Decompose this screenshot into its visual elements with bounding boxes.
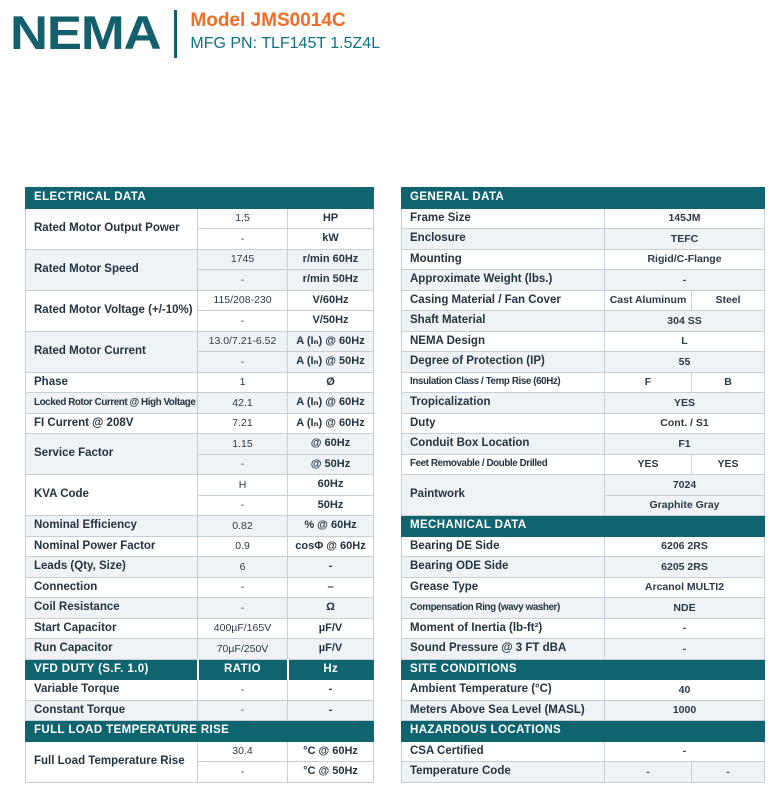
table-row bbox=[402, 454, 765, 475]
value-cell: F1 bbox=[605, 434, 765, 455]
brand-header bbox=[10, 8, 380, 58]
value-cell: - bbox=[198, 352, 288, 373]
unit-cell: µF/V bbox=[288, 618, 374, 639]
section-title: GENERAL DATA bbox=[402, 188, 765, 209]
value-cell: - bbox=[198, 598, 288, 619]
table-row bbox=[402, 639, 765, 660]
value-cell: 400µF/165V bbox=[198, 618, 288, 639]
value-cell: - bbox=[605, 639, 765, 660]
value-cell: H bbox=[198, 475, 288, 496]
unit-cell: A (Iₙ) @ 60Hz bbox=[288, 413, 374, 434]
table-row bbox=[402, 413, 765, 434]
row-label: Moment of Inertia (lb-ft²) bbox=[402, 618, 605, 639]
row-label: NEMA Design bbox=[402, 331, 605, 352]
row-label: Nominal Power Factor bbox=[26, 536, 198, 557]
row-label: Full Load Temperature Rise bbox=[26, 741, 198, 782]
section-header-row bbox=[402, 721, 765, 742]
table-row bbox=[26, 557, 374, 578]
table-row bbox=[26, 372, 374, 393]
value-cell: - bbox=[198, 229, 288, 250]
unit-cell: V/50Hz bbox=[288, 311, 374, 332]
row-label: Frame Size bbox=[402, 208, 605, 229]
value-cell: Arcanol MULTI2 bbox=[605, 577, 765, 598]
section-title: VFD DUTY (S.F. 1.0) bbox=[26, 659, 198, 680]
row-label: Rated Motor Speed bbox=[26, 249, 198, 290]
unit-cell: 60Hz bbox=[288, 475, 374, 496]
row-label: Constant Torque bbox=[26, 700, 198, 721]
value-cell: - bbox=[198, 270, 288, 291]
row-label: Feet Removable / Double Drilled bbox=[402, 454, 605, 475]
value-cell: - bbox=[198, 495, 288, 516]
table-row bbox=[26, 413, 374, 434]
value-cell: 55 bbox=[605, 352, 765, 373]
row-label: Grease Type bbox=[402, 577, 605, 598]
value-cell: 145JM bbox=[605, 208, 765, 229]
row-label: Duty bbox=[402, 413, 605, 434]
unit-cell: r/min 50Hz bbox=[288, 270, 374, 291]
unit-cell: A (Iₙ) @ 50Hz bbox=[288, 352, 374, 373]
table-row bbox=[402, 270, 765, 291]
row-label: Rated Motor Current bbox=[26, 331, 198, 372]
table-row bbox=[26, 249, 374, 270]
table-row bbox=[402, 311, 765, 332]
value-cell: 7.21 bbox=[198, 413, 288, 434]
table-row bbox=[402, 290, 765, 311]
value-cell: - bbox=[605, 270, 765, 291]
value-cell: 13.0/7.21-6.52 bbox=[198, 331, 288, 352]
unit-cell: kW bbox=[288, 229, 374, 250]
unit-cell: – bbox=[288, 577, 374, 598]
row-label: CSA Certified bbox=[402, 741, 605, 762]
brand-divider bbox=[174, 10, 177, 58]
unit-cell: - bbox=[288, 700, 374, 721]
table-row bbox=[402, 557, 765, 578]
value-cell: 1 bbox=[198, 372, 288, 393]
row-label: Paintwork bbox=[402, 475, 605, 516]
value-cell: 42.1 bbox=[198, 393, 288, 414]
table-row bbox=[26, 516, 374, 537]
row-label: Variable Torque bbox=[26, 680, 198, 701]
table-row bbox=[402, 475, 765, 496]
value-cell: 1745 bbox=[198, 249, 288, 270]
row-label: Run Capacitor bbox=[26, 639, 198, 660]
table-row bbox=[402, 762, 765, 783]
unit-cell: @ 50Hz bbox=[288, 454, 374, 475]
unit-cell: @ 60Hz bbox=[288, 434, 374, 455]
table-row bbox=[402, 393, 765, 414]
table-row bbox=[26, 208, 374, 229]
section-header-row bbox=[26, 188, 374, 209]
section-header-row bbox=[402, 516, 765, 537]
section-column-header: RATIO bbox=[198, 659, 288, 680]
table-row bbox=[402, 331, 765, 352]
value-cell: 115/208-230 bbox=[198, 290, 288, 311]
section-header-row bbox=[402, 188, 765, 209]
value-cell: Cont. / S1 bbox=[605, 413, 765, 434]
table-row bbox=[26, 475, 374, 496]
unit-cell: r/min 60Hz bbox=[288, 249, 374, 270]
table-row bbox=[402, 577, 765, 598]
value-cell: - bbox=[198, 311, 288, 332]
spec-tables bbox=[25, 187, 765, 783]
unit-cell: A (Iₙ) @ 60Hz bbox=[288, 393, 374, 414]
row-label: FI Current @ 208V bbox=[26, 413, 198, 434]
table-row bbox=[402, 249, 765, 270]
table-row bbox=[26, 331, 374, 352]
value-cell: Steel bbox=[692, 290, 765, 311]
section-header-row bbox=[402, 659, 765, 680]
mfg-part-number: MFG PN: TLF145T 1.5Z4L bbox=[190, 35, 381, 52]
value-cell: - bbox=[198, 762, 288, 783]
row-label: Compensation Ring (wavy washer) bbox=[402, 598, 605, 619]
value-cell: 0.9 bbox=[198, 536, 288, 557]
row-label: Casing Material / Fan Cover bbox=[402, 290, 605, 311]
brand-text bbox=[190, 8, 380, 58]
unit-cell: V/60Hz bbox=[288, 290, 374, 311]
row-label: Nominal Efficiency bbox=[26, 516, 198, 537]
row-label: Conduit Box Location bbox=[402, 434, 605, 455]
value-cell: Cast Aluminum bbox=[605, 290, 692, 311]
value-cell: 0.82 bbox=[198, 516, 288, 537]
table-row bbox=[402, 352, 765, 373]
unit-cell: A (Iₙ) @ 60Hz bbox=[288, 331, 374, 352]
value-cell: - bbox=[198, 577, 288, 598]
value-cell: - bbox=[605, 618, 765, 639]
row-label: Coil Resistance bbox=[26, 598, 198, 619]
row-label: Rated Motor Output Power bbox=[26, 208, 198, 249]
value-cell: Graphite Gray bbox=[605, 495, 765, 516]
value-cell: 30.4 bbox=[198, 741, 288, 762]
row-label: Mounting bbox=[402, 249, 605, 270]
row-label: Leads (Qty, Size) bbox=[26, 557, 198, 578]
value-cell: 1000 bbox=[605, 700, 765, 721]
row-label: Rated Motor Voltage (+/-10%) bbox=[26, 290, 198, 331]
table-row bbox=[402, 372, 765, 393]
value-cell: NDE bbox=[605, 598, 765, 619]
value-cell: 1.5 bbox=[198, 208, 288, 229]
table-row bbox=[26, 680, 374, 701]
table-row bbox=[26, 598, 374, 619]
table-row bbox=[26, 290, 374, 311]
unit-cell: - bbox=[288, 557, 374, 578]
unit-cell: °C @ 50Hz bbox=[288, 762, 374, 783]
table-row bbox=[402, 536, 765, 557]
row-label: Service Factor bbox=[26, 434, 198, 475]
row-label: KVA Code bbox=[26, 475, 198, 516]
row-label: Locked Rotor Current @ High Voltage bbox=[26, 393, 198, 414]
row-label: Connection bbox=[26, 577, 198, 598]
row-label: Phase bbox=[26, 372, 198, 393]
value-cell: - bbox=[605, 741, 765, 762]
table-row bbox=[26, 618, 374, 639]
unit-cell: 50Hz bbox=[288, 495, 374, 516]
section-header-row bbox=[26, 659, 374, 680]
row-label: Bearing ODE Side bbox=[402, 557, 605, 578]
value-cell: YES bbox=[605, 393, 765, 414]
row-label: Shaft Material bbox=[402, 311, 605, 332]
value-cell: L bbox=[605, 331, 765, 352]
general-data-table bbox=[401, 187, 765, 783]
value-cell: 6 bbox=[198, 557, 288, 578]
row-label: Temperature Code bbox=[402, 762, 605, 783]
section-column-header: Hz bbox=[288, 659, 374, 680]
section-header-row bbox=[26, 721, 374, 742]
value-cell: TEFC bbox=[605, 229, 765, 250]
table-row bbox=[402, 741, 765, 762]
value-cell: YES bbox=[605, 454, 692, 475]
unit-cell: µF/V bbox=[288, 639, 374, 660]
row-label: Degree of Protection (IP) bbox=[402, 352, 605, 373]
unit-cell: °C @ 60Hz bbox=[288, 741, 374, 762]
table-row bbox=[402, 434, 765, 455]
row-label: Insulation Class / Temp Rise (60Hz) bbox=[402, 372, 605, 393]
value-cell: Rigid/C-Flange bbox=[605, 249, 765, 270]
value-cell: 6206 2RS bbox=[605, 536, 765, 557]
value-cell: 6205 2RS bbox=[605, 557, 765, 578]
table-row bbox=[402, 618, 765, 639]
table-row bbox=[26, 393, 374, 414]
table-row bbox=[26, 741, 374, 762]
value-cell: 1.15 bbox=[198, 434, 288, 455]
table-row bbox=[26, 639, 374, 660]
unit-cell: Ω bbox=[288, 598, 374, 619]
section-title: HAZARDOUS LOCATIONS bbox=[402, 721, 765, 742]
value-cell: - bbox=[198, 680, 288, 701]
electrical-data-table bbox=[25, 187, 374, 783]
value-cell: 40 bbox=[605, 680, 765, 701]
value-cell: YES bbox=[692, 454, 765, 475]
table-row bbox=[26, 577, 374, 598]
table-row bbox=[26, 536, 374, 557]
table-row bbox=[402, 208, 765, 229]
table-row bbox=[26, 434, 374, 455]
row-label: Enclosure bbox=[402, 229, 605, 250]
row-label: Start Capacitor bbox=[26, 618, 198, 639]
row-label: Bearing DE Side bbox=[402, 536, 605, 557]
unit-cell: % @ 60Hz bbox=[288, 516, 374, 537]
nema-logo: NEMA bbox=[10, 6, 161, 59]
value-cell: 304 SS bbox=[605, 311, 765, 332]
unit-cell: - bbox=[288, 680, 374, 701]
row-label: Tropicalization bbox=[402, 393, 605, 414]
unit-cell: HP bbox=[288, 208, 374, 229]
value-cell: 70µF/250V bbox=[198, 639, 288, 660]
value-cell: - bbox=[198, 454, 288, 475]
table-row bbox=[402, 598, 765, 619]
row-label: Ambient Temperature (°C) bbox=[402, 680, 605, 701]
row-label: Sound Pressure @ 3 FT dBA bbox=[402, 639, 605, 660]
unit-cell: cosΦ @ 60Hz bbox=[288, 536, 374, 557]
row-label: Approximate Weight (lbs.) bbox=[402, 270, 605, 291]
section-title: SITE CONDITIONS bbox=[402, 659, 765, 680]
value-cell: - bbox=[198, 700, 288, 721]
value-cell: - bbox=[692, 762, 765, 783]
value-cell: F bbox=[605, 372, 692, 393]
row-label: Meters Above Sea Level (MASL) bbox=[402, 700, 605, 721]
value-cell: 7024 bbox=[605, 475, 765, 496]
table-row bbox=[26, 700, 374, 721]
value-cell: - bbox=[605, 762, 692, 783]
section-title: MECHANICAL DATA bbox=[402, 516, 765, 537]
table-row bbox=[402, 229, 765, 250]
value-cell: B bbox=[692, 372, 765, 393]
model-title: Model JMS0014C bbox=[190, 10, 346, 31]
table-row bbox=[402, 700, 765, 721]
unit-cell: Ø bbox=[288, 372, 374, 393]
section-title: FULL LOAD TEMPERATURE RISE bbox=[26, 721, 374, 742]
section-title: ELECTRICAL DATA bbox=[26, 188, 374, 209]
table-row bbox=[402, 680, 765, 701]
